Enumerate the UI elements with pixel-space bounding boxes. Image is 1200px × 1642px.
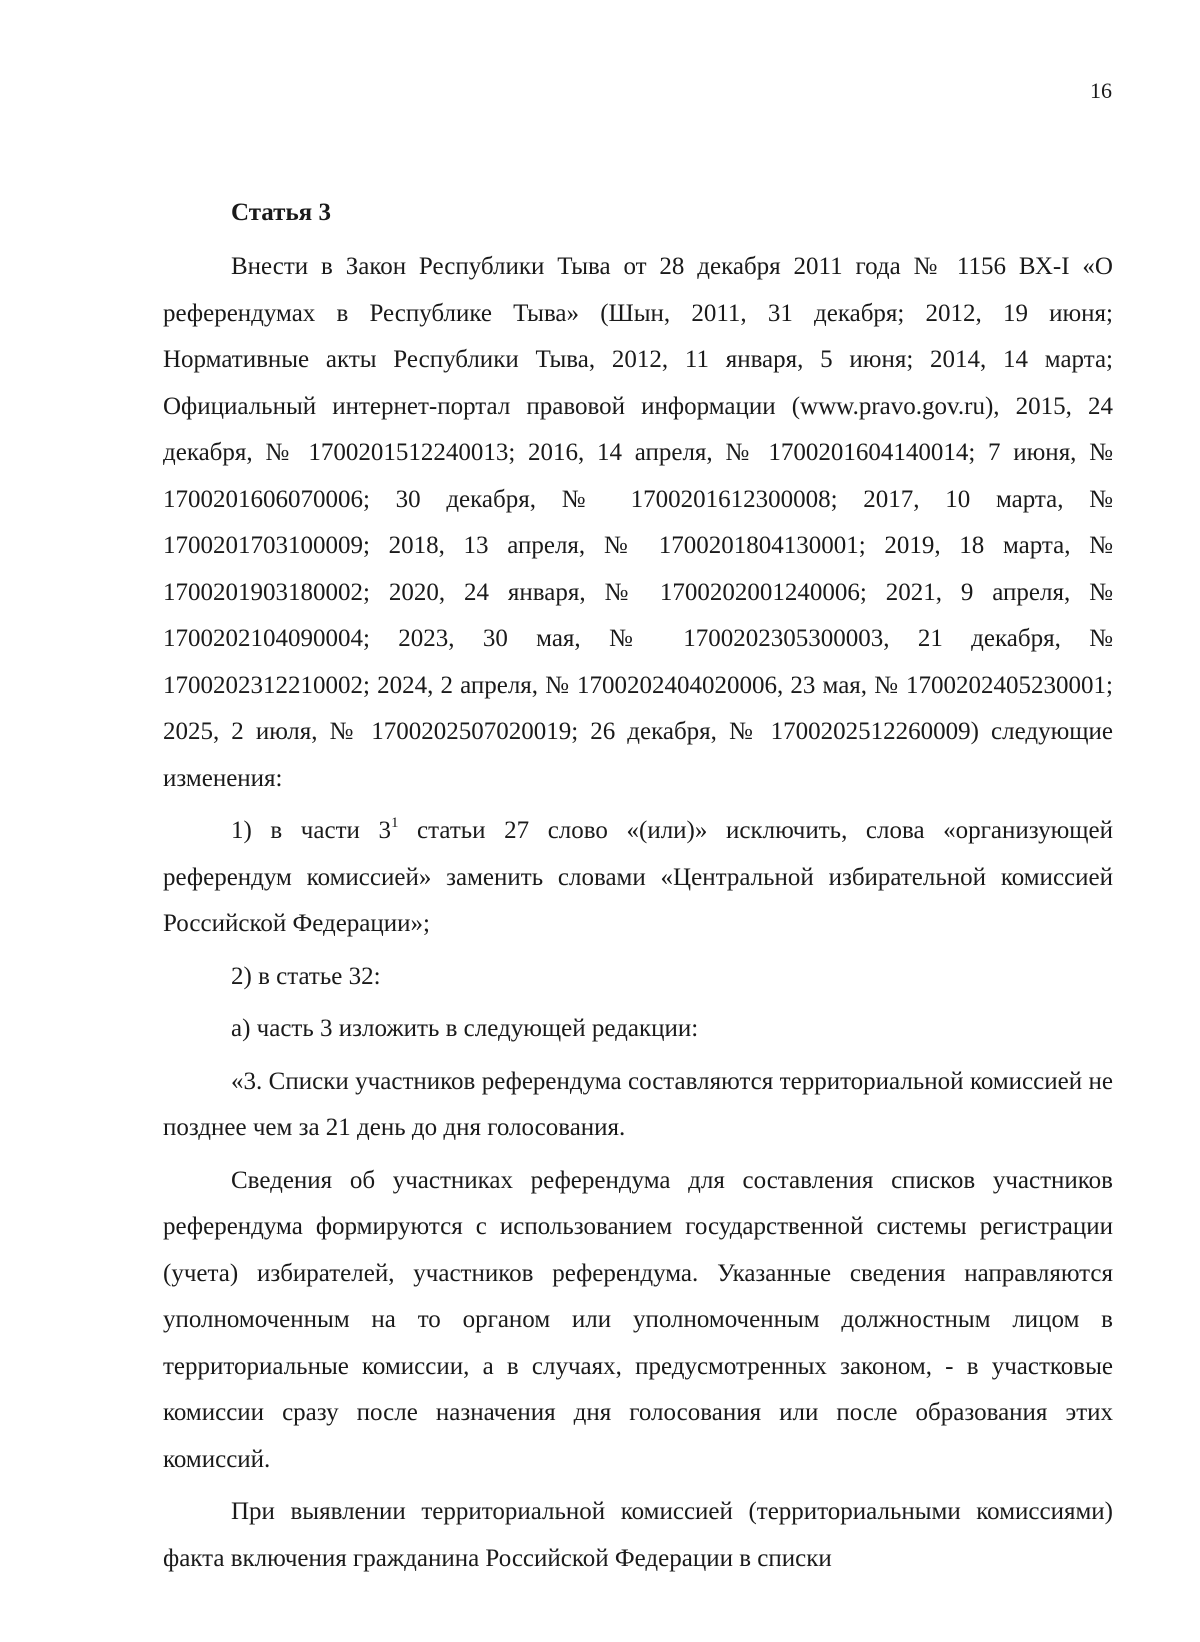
article-heading: Статья 3 (231, 199, 331, 226)
paragraph-quote-part-3: «3. Списки участников референдума составляются территориальной комиссией не позднее чем за 21 день до дня голосования. (163, 1067, 1113, 1141)
item-1-start: 1) в части 3 (231, 817, 391, 844)
item-1-rest: статьи 27 слово «(или)» исключить, слова «организующей референдум комиссией» заменить словами «Центральной избирательной комиссией Российской Федерации»; (163, 817, 1113, 937)
item-1-superscript: 1 (390, 814, 399, 831)
page-number: 16 (1090, 78, 1112, 103)
paragraph-item-2a: а) часть 3 изложить в следующей редакции: (231, 1015, 699, 1042)
document-body (163, 190, 1113, 1582)
paragraph-amendment-intro: Внести в Закон Республики Тыва от 28 декабря 2011 года № 1156 ВХ-I «О референдумах в Республике Тыва» (Шын, 2011, 31 декабря; 2012, 19 июня; Нормативные акты Республики Тыва, 2012, 11 января, 5 июня; 2014, 14 марта; Официальный интернет-портал правовой информации (www.pravo.gov.ru), 2015, 24 декабря, № 1700201512240013; 2016, 14 апреля, № 1700201604140014; 7 июня, № 1700201606070006; 30 декабря, № 1700201612300008; 2017, 10 марта, № 1700201703100009; 2018, 13 апреля, № 1700201804130001; 2019, 18 марта, № 1700201903180002; 2020, 24 января, № 1700202001240006; 2021, 9 апреля, № 1700202104090004; 2023, 30 мая, № 1700202305300003, 21 декабря, № 1700202312210002; 2024, 2 апреля, № 1700202404020006, 23 мая, № 1700202405230001; 2025, 2 июля, № 1700202507020019; 26 декабря, № 1700202512260009) следующие изменения: (163, 253, 1113, 792)
paragraph-detection: При выявлении территориальной комиссией (территориальными комиссиями) факта включения гражданина Российской Федерации в списки (163, 1498, 1113, 1572)
paragraph-item-1 (163, 808, 1113, 948)
paragraph-item-2: 2) в статье 32: (231, 962, 381, 990)
paragraph-voter-information: Сведения об участниках референдума для составления списков участников референдума формируются с использованием государственной системы регистрации (учета) избирателей, участников референдума. Указанные сведения направляются уполномоченным на то органом или уполномоченным должностным лицом в территориальные комиссии, а в случаях, предусмотренных законом, - в участковые комиссии сразу после назначения дня голосования или после образования этих комиссий. (163, 1166, 1113, 1473)
